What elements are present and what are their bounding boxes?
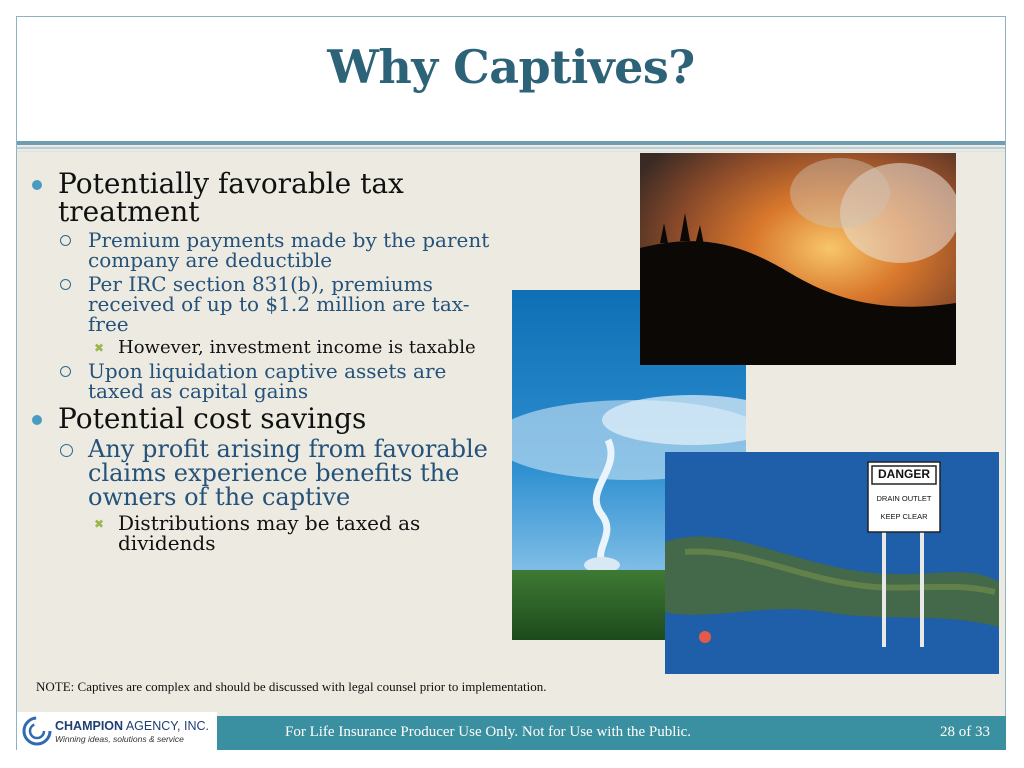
slide-title: Why Captives?: [327, 40, 695, 94]
sub-bullet-text: Premium payments made by the parent company are deductible: [88, 228, 490, 272]
title-divider: [17, 141, 1005, 145]
star-bullet-icon: ✖: [94, 341, 105, 355]
sub-bullet-text: Any profit arising from favorable claims experience benefits the owners of the captive: [88, 435, 488, 511]
bullet-list: [30, 167, 500, 557]
footer-disclaimer: For Life Insurance Producer Use Only. Not for Use with the Public.: [285, 724, 692, 740]
logo-company-name: [55, 719, 209, 733]
wildfire-photo: [640, 153, 956, 365]
bullet-text: Potentially favorable tax treatment: [58, 167, 404, 228]
sub-sub-bullet-distributions: [88, 513, 500, 553]
danger-sign-line2: DRAIN OUTLET: [876, 494, 932, 503]
bullet-tax: [30, 167, 500, 228]
star-bullet-icon: ✖: [94, 517, 105, 531]
title-divider-thin: [17, 147, 1005, 149]
sub-bullet-deductible: [58, 230, 500, 270]
champion-logo-icon: [21, 715, 53, 747]
implementation-note: NOTE: Captives are complex and should be discussed with legal counsel prior to implementation.: [36, 679, 547, 694]
danger-sign-title: DANGER: [877, 467, 930, 481]
bullet-cost-savings: [30, 402, 500, 435]
page-number: 28 of 33: [940, 724, 990, 740]
company-logo: [17, 712, 217, 750]
sub-bullet-profit: [58, 437, 500, 509]
logo-name-rest: AGENCY, INC.: [123, 719, 209, 733]
sub-bullet-text: Per IRC section 831(b), premiums received of up to $1.2 million are tax-free: [88, 272, 470, 336]
bullet-text: Potential cost savings: [58, 402, 367, 435]
flood-danger-sign-photo: [665, 452, 999, 674]
ring-bullet-icon: [60, 444, 73, 457]
sub-sub-bullet-investment: [88, 338, 500, 357]
sub-bullet-831b: [58, 274, 500, 334]
bullet-dot-icon: [32, 180, 42, 190]
sub-sub-bullet-text: However, investment income is taxable: [118, 337, 476, 358]
logo-name-bold: CHAMPION: [55, 719, 124, 733]
bullet-dot-icon: [32, 415, 42, 425]
ring-bullet-icon: [60, 235, 71, 246]
logo-tagline: Winning ideas, solutions & service: [55, 734, 184, 744]
ring-bullet-icon: [60, 279, 71, 290]
title-divider-hairline: [17, 151, 1005, 152]
ring-bullet-icon: [60, 366, 71, 377]
sub-bullet-text: Upon liquidation captive assets are taxed as capital gains: [88, 359, 447, 403]
danger-sign-line3: KEEP CLEAR: [880, 512, 928, 521]
sub-bullet-liquidation: [58, 361, 500, 401]
sub-sub-bullet-text: Distributions may be taxed as dividends: [118, 511, 421, 555]
